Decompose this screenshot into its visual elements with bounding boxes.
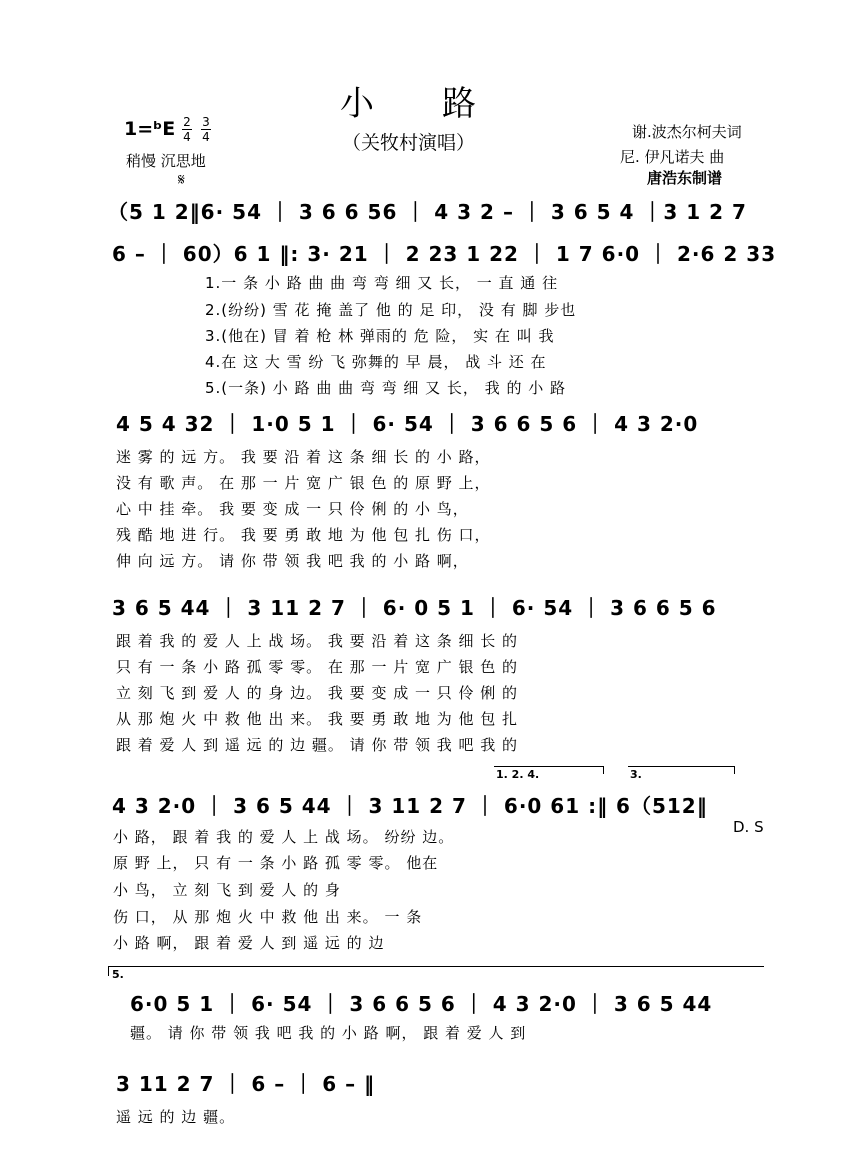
lyric-line: 5.(一条) 小 路 曲 曲 弯 弯 细 又 长， 我 的 小 路 bbox=[205, 379, 567, 397]
performer-subtitle: （关牧村演唱） bbox=[342, 132, 476, 154]
tempo-marking: 稍慢 沉思地 bbox=[126, 152, 206, 170]
lyric-line: 小 路， 跟 着 我 的 爱 人 上 战 场。 纷纷 边。 bbox=[113, 828, 455, 846]
lyric-line: 小 路 啊， 跟 着 爱 人 到 遥 远 的 边 bbox=[113, 934, 385, 952]
segno-icon: 𝄋 bbox=[178, 170, 185, 189]
transcriber-credit: 唐浩东制谱 bbox=[647, 169, 723, 187]
notation-row-7: 3 11 2 7 ｜ 6 – ｜ 6 – ‖ bbox=[116, 1072, 376, 1096]
lyric-line: 只 有 一 条 小 路 孤 零 零。 在 那 一 片 宽 广 银 色 的 bbox=[116, 658, 519, 676]
volta-1-2-4: 1. 2. 4. bbox=[496, 768, 540, 781]
lyric-line: 伤 口， 从 那 炮 火 中 救 他 出 来。 一 条 bbox=[113, 908, 423, 926]
lyric-line: 原 野 上， 只 有 一 条 小 路 孤 零 零。 他在 bbox=[113, 854, 439, 872]
lyric-line: 残 酷 地 进 行。 我 要 勇 敢 地 为 他 包 扎 伤 口， bbox=[116, 526, 491, 544]
volta-5: 5. bbox=[112, 968, 124, 981]
notation-row-6: 6·0 5 1 ｜ 6· 54 ｜ 3 6 6 5 6 ｜ 4 3 2·0 ｜ 3 6 5 44 bbox=[130, 992, 713, 1016]
notation-row-2: 6 – ｜ 60）6 1 ‖: 3· 21 ｜ 2 23 1 22 ｜ 1 7 6·0 ｜ 2·6 2 33 bbox=[112, 242, 777, 266]
time-signature-2-4: 2 4 bbox=[183, 115, 191, 144]
lyric-line: 跟 着 爱 人 到 遥 远 的 边 疆。 请 你 带 领 我 吧 我 的 bbox=[116, 736, 519, 754]
lyric-line: 遥 远 的 边 疆。 bbox=[116, 1108, 236, 1126]
dal-segno: D. S bbox=[733, 818, 764, 836]
volta-3: 3. bbox=[630, 768, 642, 781]
lyric-line: 小 鸟， 立 刻 飞 到 爱 人 的 身 bbox=[113, 881, 341, 899]
time-signature-3-4: 3 4 bbox=[202, 115, 210, 144]
lyric-line: 迷 雾 的 远 方。 我 要 沿 着 这 条 细 长 的 小 路， bbox=[116, 448, 491, 466]
lyric-line: 3.(他在) 冒 着 枪 林 弹雨的 危 险， 实 在 叫 我 bbox=[205, 327, 555, 345]
notation-row-5: 4 3 2·0 ｜ 3 6 5 44 ｜ 3 11 2 7 ｜ 6·0 61 :‖ 6（512‖ bbox=[112, 794, 708, 818]
lyric-line: 1.一 条 小 路 曲 曲 弯 弯 细 又 长， 一 直 通 往 bbox=[205, 274, 559, 292]
lyricist-credit: 谢.波杰尔柯夫词 bbox=[632, 123, 742, 141]
lyric-line: 从 那 炮 火 中 救 他 出 来。 我 要 勇 敢 地 为 他 包 扎 bbox=[116, 710, 519, 728]
notation-row-1: （5 1 2‖6· 54 ｜ 3 6 6 56 ｜ 4 3 2 – ｜ 3 6 5 4 ｜3 1 2 7 bbox=[108, 200, 747, 224]
composer-credit: 尼. 伊凡诺夫 曲 bbox=[620, 148, 725, 166]
key-signature: 1=ᵇE bbox=[124, 118, 176, 140]
lyric-line: 没 有 歌 声。 在 那 一 片 宽 广 银 色 的 原 野 上， bbox=[116, 474, 491, 492]
song-title: 小路 bbox=[340, 84, 544, 124]
lyric-line: 心 中 挂 牵。 我 要 变 成 一 只 伶 俐 的 小 鸟， bbox=[116, 500, 469, 518]
notation-row-3: 4 5 4 32 ｜ 1·0 5 1 ｜ 6· 54 ｜ 3 6 6 5 6 ｜ 4 3 2·0 bbox=[116, 412, 699, 436]
lyric-line: 伸 向 远 方。 请 你 带 领 我 吧 我 的 小 路 啊， bbox=[116, 552, 469, 570]
lyric-line: 4.在 这 大 雪 纷 飞 弥舞的 早 晨， 战 斗 还 在 bbox=[205, 353, 547, 371]
lyric-line: 疆。 请 你 带 领 我 吧 我 的 小 路 啊， 跟 着 爱 人 到 bbox=[130, 1024, 527, 1042]
lyric-line: 跟 着 我 的 爱 人 上 战 场。 我 要 沿 着 这 条 细 长 的 bbox=[116, 632, 519, 650]
lyric-line: 2.(纷纷) 雪 花 掩 盖了 他 的 足 印， 没 有 脚 步也 bbox=[205, 301, 577, 319]
lyric-line: 立 刻 飞 到 爱 人 的 身 边。 我 要 变 成 一 只 伶 俐 的 bbox=[116, 684, 519, 702]
notation-row-4: 3 6 5 44 ｜ 3 11 2 7 ｜ 6· 0 5 1 ｜ 6· 54 ｜ 3 6 6 5 6 bbox=[112, 596, 717, 620]
